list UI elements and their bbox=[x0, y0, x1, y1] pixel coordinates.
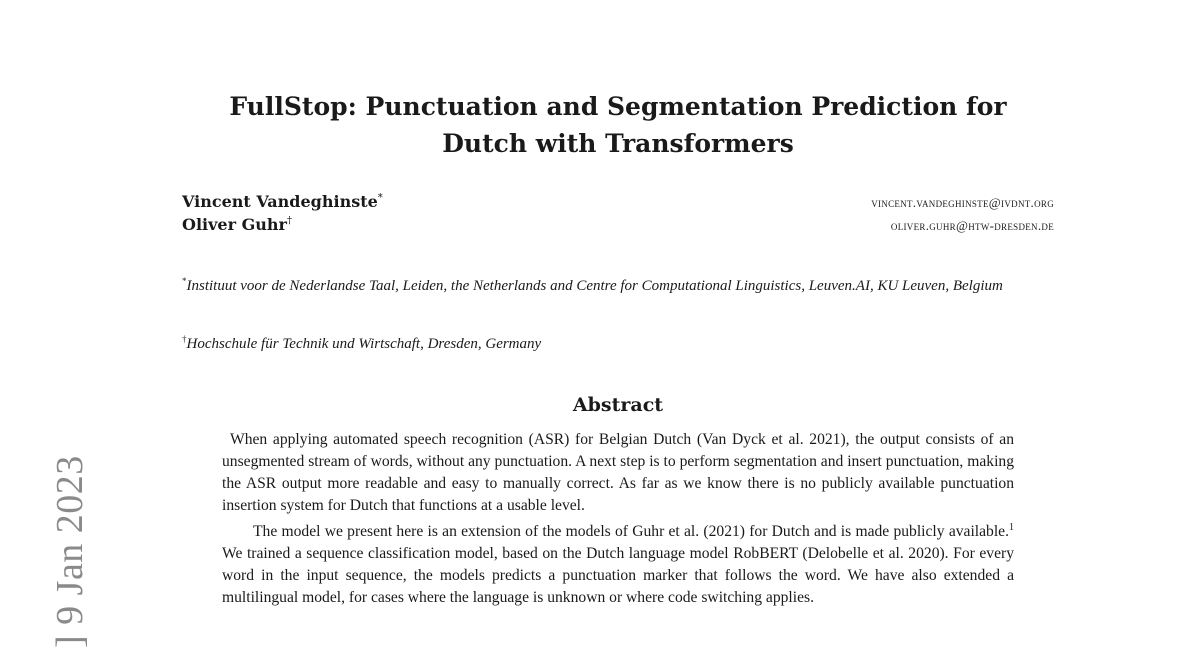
author-row bbox=[182, 215, 1054, 234]
author-name: Oliver Guhr† bbox=[182, 215, 292, 234]
author-email[interactable]: oliver.guhr@htw-dresden.de bbox=[890, 218, 1054, 233]
affiliation-mark: † bbox=[182, 334, 187, 344]
affiliation bbox=[182, 270, 1054, 297]
author-mark: † bbox=[286, 215, 292, 227]
abstract-body bbox=[222, 429, 1014, 609]
author-mark: * bbox=[377, 192, 383, 204]
paper-title bbox=[180, 88, 1056, 162]
affiliation-text: Instituut voor de Nederlandse Taal, Leiden, the Netherlands and Centre for Computational Linguistics, Leuven.AI, KU Leuven, Belgium bbox=[186, 278, 1003, 294]
paper-title-line-2: Dutch with Transformers bbox=[442, 129, 794, 158]
affiliation bbox=[182, 328, 1054, 355]
author-row bbox=[182, 192, 1054, 211]
abstract-heading: Abstract bbox=[572, 394, 664, 416]
paper-title-line-1: FullStop: Punctuation and Segmentation Prediction for bbox=[229, 92, 1007, 121]
author-email[interactable]: vincent.vandeghinste@ivdnt.org bbox=[871, 195, 1054, 210]
author-name: Vincent Vandeghinste* bbox=[182, 192, 383, 211]
abstract-paragraph: When applying automated speech recognition (ASR) for Belgian Dutch (Van Dyck et al. 2021), the output consists of an unsegmented stream of words, without any punctuation. A next step is to perform segmentation and insert punctuation, making the ASR output more readable and easy to manually correct. As far as we know there is no publicly available punctuation insertion system for Dutch that functions at a usable level. bbox=[222, 431, 1014, 514]
affiliation-text: Hochschule für Technik und Wirtschaft, Dresden, Germany bbox=[186, 336, 542, 352]
arxiv-sidebar-stamp: ] 9 Jan 2023 bbox=[49, 455, 91, 648]
abstract-paragraph: The model we present here is an extension of the models of Guhr et al. (2021) for Dutch and is made publicly available.$^1$ We trained a sequence classification model, based on the Dutch language model RobBERT (Delobelle et al. 2020). For every word in the input sequence, the models predicts a punctuation marker that follows the word. We have also extended a multilingual model, for cases where the language is unknown or where code switching applies. bbox=[222, 522, 1014, 607]
affiliation-mark: * bbox=[182, 276, 187, 286]
footnote-marker[interactable]: 1 bbox=[1009, 522, 1014, 533]
